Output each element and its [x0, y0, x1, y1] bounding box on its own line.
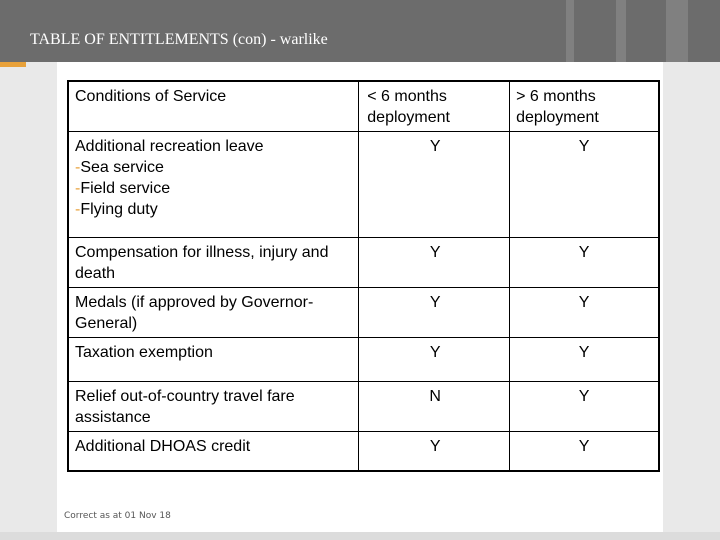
decorative-bar: [566, 0, 574, 62]
header-more-than-6-months: [510, 81, 659, 131]
condition-cell: [68, 131, 359, 237]
header-label: Conditions of Service: [75, 88, 227, 105]
lt6-cell: Y: [359, 237, 510, 287]
table-row: [68, 131, 659, 237]
title-bar: [0, 0, 720, 62]
header-less-than-6-months: [359, 81, 510, 131]
decorative-bar: [616, 0, 626, 62]
lt6-cell: N: [359, 381, 510, 431]
gt6-cell: Y: [510, 381, 659, 431]
table-row: [68, 287, 659, 337]
header-label: < 6 months deployment: [367, 88, 450, 126]
condition-label: Additional recreation leave: [75, 137, 264, 155]
table-row: [68, 337, 659, 381]
gt6-cell: Y: [510, 337, 659, 381]
entitlements-table: [67, 80, 660, 472]
lt6-cell: Y: [359, 337, 510, 381]
gt6-cell: Y: [510, 237, 659, 287]
condition-cell: Taxation exemption: [68, 337, 359, 381]
sub-item: -Flying duty: [75, 200, 158, 218]
sub-item: -Sea service: [75, 158, 164, 176]
lt6-cell: Y: [359, 431, 510, 471]
lt6-cell: Y: [359, 131, 510, 237]
sub-item: -Field service: [75, 179, 171, 197]
condition-cell: Relief out-of-country travel fare assistance: [68, 381, 359, 431]
decorative-bar: [666, 0, 688, 62]
condition-cell: Compensation for illness, injury and death: [68, 237, 359, 287]
header-conditions: [68, 81, 359, 131]
table-row: [68, 237, 659, 287]
table-header-row: [68, 81, 659, 131]
gt6-cell: Y: [510, 431, 659, 471]
slide-title: TABLE OF ENTITLEMENTS (con) - warlike: [30, 31, 328, 48]
table-row: [68, 431, 659, 471]
header-label: > 6 months deployment: [516, 88, 599, 126]
lt6-cell: Y: [359, 287, 510, 337]
footnote: Correct as at 01 Nov 18: [64, 511, 171, 521]
gt6-cell: Y: [510, 287, 659, 337]
title-accent: [0, 62, 26, 67]
table-row: [68, 381, 659, 431]
condition-cell: Medals (if approved by Governor-General): [68, 287, 359, 337]
footer-strip: [0, 532, 720, 540]
gt6-cell: Y: [510, 131, 659, 237]
condition-cell: Additional DHOAS credit: [68, 431, 359, 471]
